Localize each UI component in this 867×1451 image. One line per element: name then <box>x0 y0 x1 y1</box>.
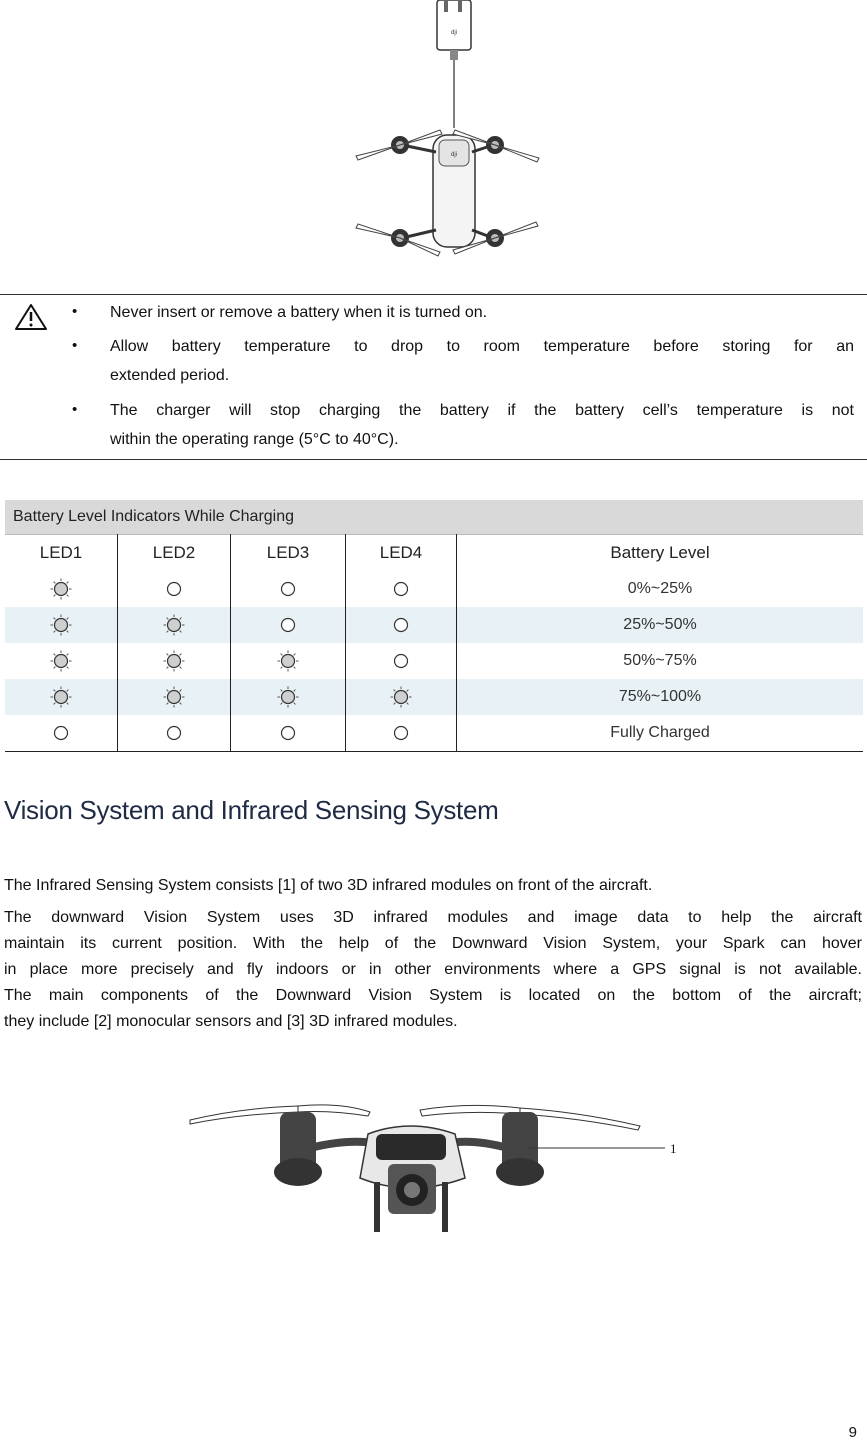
led-off-icon <box>390 614 412 636</box>
led-blinking-icon <box>277 686 299 708</box>
led3-cell <box>231 715 346 752</box>
warning-line-1: Never insert or remove a battery when it is turned on. <box>110 304 488 321</box>
led-off-icon <box>277 614 299 636</box>
section-heading: Vision System and Infrared Sensing System <box>4 795 499 825</box>
led1-cell <box>5 607 118 643</box>
header-led1: LED1 <box>5 535 118 572</box>
led1-cell <box>5 679 118 715</box>
led2-cell <box>118 643 231 679</box>
drone-front-view-illustration <box>180 1098 690 1248</box>
header-led4: LED4 <box>346 535 457 572</box>
led4-cell <box>346 715 457 752</box>
led4-cell <box>346 607 457 643</box>
battery-level-cell: 0%~25% <box>627 580 693 597</box>
header-battery-level: Battery Level <box>457 535 864 572</box>
led3-cell <box>231 571 346 607</box>
battery-level-cell: 50%~75% <box>623 652 697 669</box>
led-off-icon <box>390 722 412 744</box>
led1-cell <box>5 643 118 679</box>
led2-cell <box>118 607 231 643</box>
led-blinking-icon <box>50 578 72 600</box>
led-off-icon <box>163 578 185 600</box>
paragraph-line: The Infrared Sensing System consists [1] of two 3D infrared modules on front of the aircraft. <box>4 877 653 894</box>
led2-cell <box>118 679 231 715</box>
table-row <box>5 571 863 607</box>
paragraph-line: in place more precisely and fly indoors or in other environments where a GPS signal is not available. <box>4 961 862 978</box>
led-blinking-icon <box>50 686 72 708</box>
paragraph-line: The downward Vision System uses 3D infrared modules and image data to help the aircraft <box>4 909 862 926</box>
led-blinking-icon <box>50 614 72 636</box>
warning-line-2: Allow battery temperature to drop to room temperature before storing for an <box>110 338 854 355</box>
led1-cell <box>5 715 118 752</box>
battery-level-table <box>5 500 863 752</box>
led-blinking-icon <box>277 650 299 672</box>
drone-charging-illustration <box>340 0 550 262</box>
led-blinking-icon <box>163 614 185 636</box>
led4-cell <box>346 643 457 679</box>
battery-level-cell: Fully Charged <box>457 715 864 752</box>
led-off-icon <box>390 578 412 600</box>
bullet-marker: • <box>72 337 78 354</box>
header-led3: LED3 <box>231 535 346 572</box>
warning-line-2-cont: extended period. <box>110 367 230 384</box>
led-off-icon <box>277 578 299 600</box>
led-off-icon <box>50 722 72 744</box>
paragraph-line: maintain its current position. With the help of the Downward Vision System, your Spark can hover <box>4 935 862 952</box>
led-off-icon <box>163 722 185 744</box>
led3-cell <box>231 607 346 643</box>
led3-cell <box>231 679 346 715</box>
battery-level-cell: 75%~100% <box>457 679 864 715</box>
paragraph-line: The main components of the Downward Vision System is located on the bottom of the aircraft; <box>4 987 862 1004</box>
bullet-marker: • <box>72 303 78 320</box>
battery-level-cell: 25%~50% <box>457 607 864 643</box>
paragraph-line: they include [2] monocular sensors and [3] 3D infrared modules. <box>4 1013 458 1030</box>
led-blinking-icon <box>50 650 72 672</box>
warning-box <box>0 294 867 460</box>
table-row <box>5 643 863 679</box>
warning-line-3-cont: within the operating range (5°C to 40°C). <box>110 431 399 448</box>
led-off-icon <box>277 722 299 744</box>
led3-cell <box>231 643 346 679</box>
led-off-icon <box>390 650 412 672</box>
led4-cell <box>346 679 457 715</box>
led2-cell <box>118 715 231 752</box>
led1-cell <box>5 571 118 607</box>
table-row <box>5 607 863 643</box>
callout-label: 1 <box>670 1141 677 1156</box>
led4-cell <box>346 571 457 607</box>
warning-line-3: The charger will stop charging the battery if the battery cell’s temperature is not <box>110 402 854 419</box>
svg-text:dji: dji <box>450 30 458 36</box>
table-row <box>5 715 863 752</box>
svg-text:dji: dji <box>450 152 458 158</box>
led-blinking-icon <box>163 686 185 708</box>
table-row <box>5 679 863 715</box>
led-blinking-icon <box>390 686 412 708</box>
led2-cell <box>118 571 231 607</box>
led-blinking-icon <box>163 650 185 672</box>
bullet-marker: • <box>72 401 78 418</box>
page-number: 9 <box>848 1424 857 1441</box>
table-title: Battery Level Indicators While Charging <box>5 500 863 535</box>
header-led2: LED2 <box>118 535 231 572</box>
warning-triangle-icon <box>14 303 48 331</box>
